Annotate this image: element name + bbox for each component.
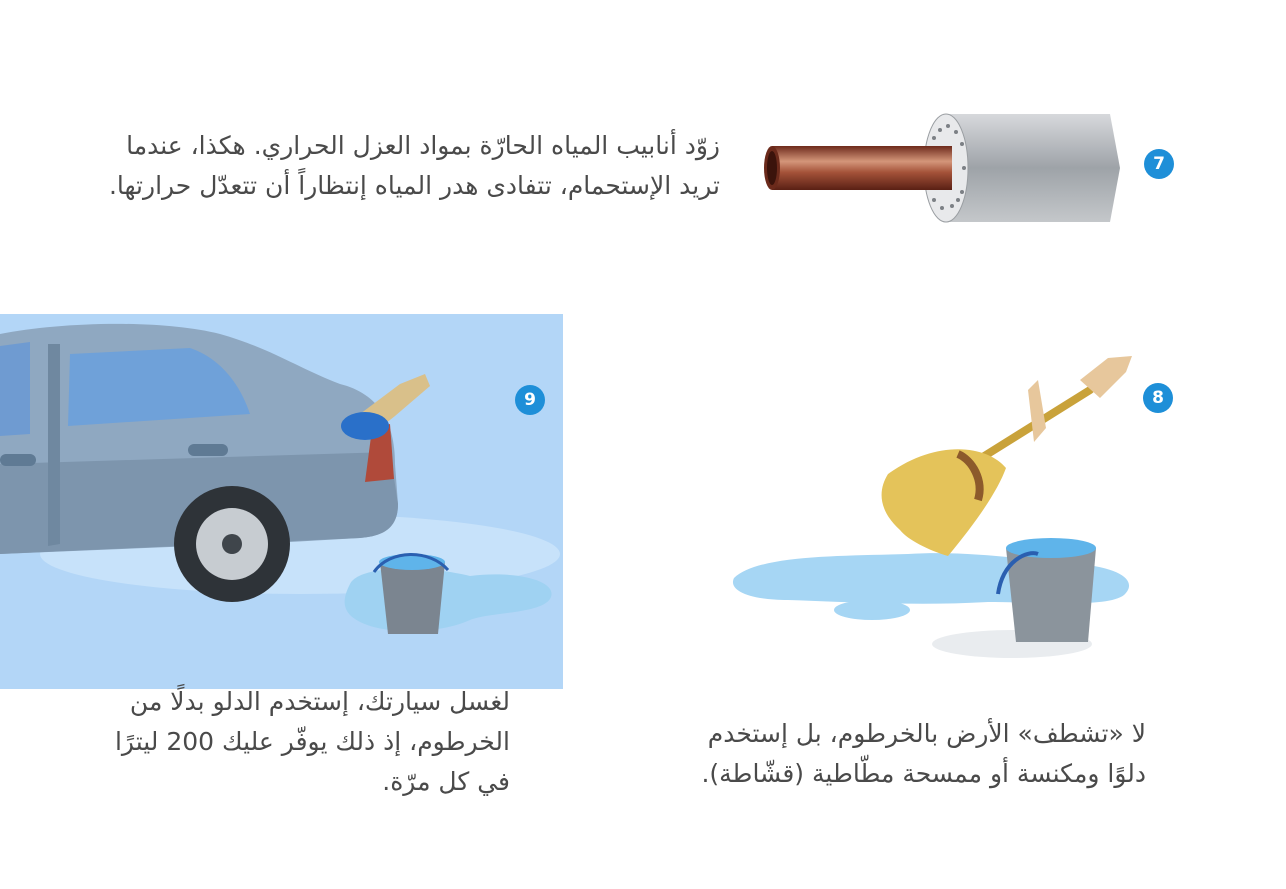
tip-7-number-badge: 7 [1144,149,1174,179]
tip-9-number-badge: 9 [515,385,545,415]
tip-9-text: لغسل سيارتك، إستخدم الدلو بدلًا من الخرطوم، إذ ذلك يوفّر عليك 200 ليترًا في كل مرّة. [114,687,510,796]
insulated-pipe-illustration [758,108,1124,228]
broom-and-bucket-illustration [728,350,1146,666]
tip-7-text: زوّد أنابيب المياه الحارّة بمواد العزل الحراري. هكذا، عندما تريد الإستحمام، تتفادى هدر المياه إنتظاراً أن تتعدّل حرارتها. [108,131,720,200]
tip-8-number-badge: 8 [1143,383,1173,413]
tip-8-text: لا «تشطف» الأرض بالخرطوم، بل إستخدم دلوًا ومكنسة أو ممسحة مطّاطية (قشّاطة). [701,719,1146,788]
car-washing-illustration [0,314,563,689]
